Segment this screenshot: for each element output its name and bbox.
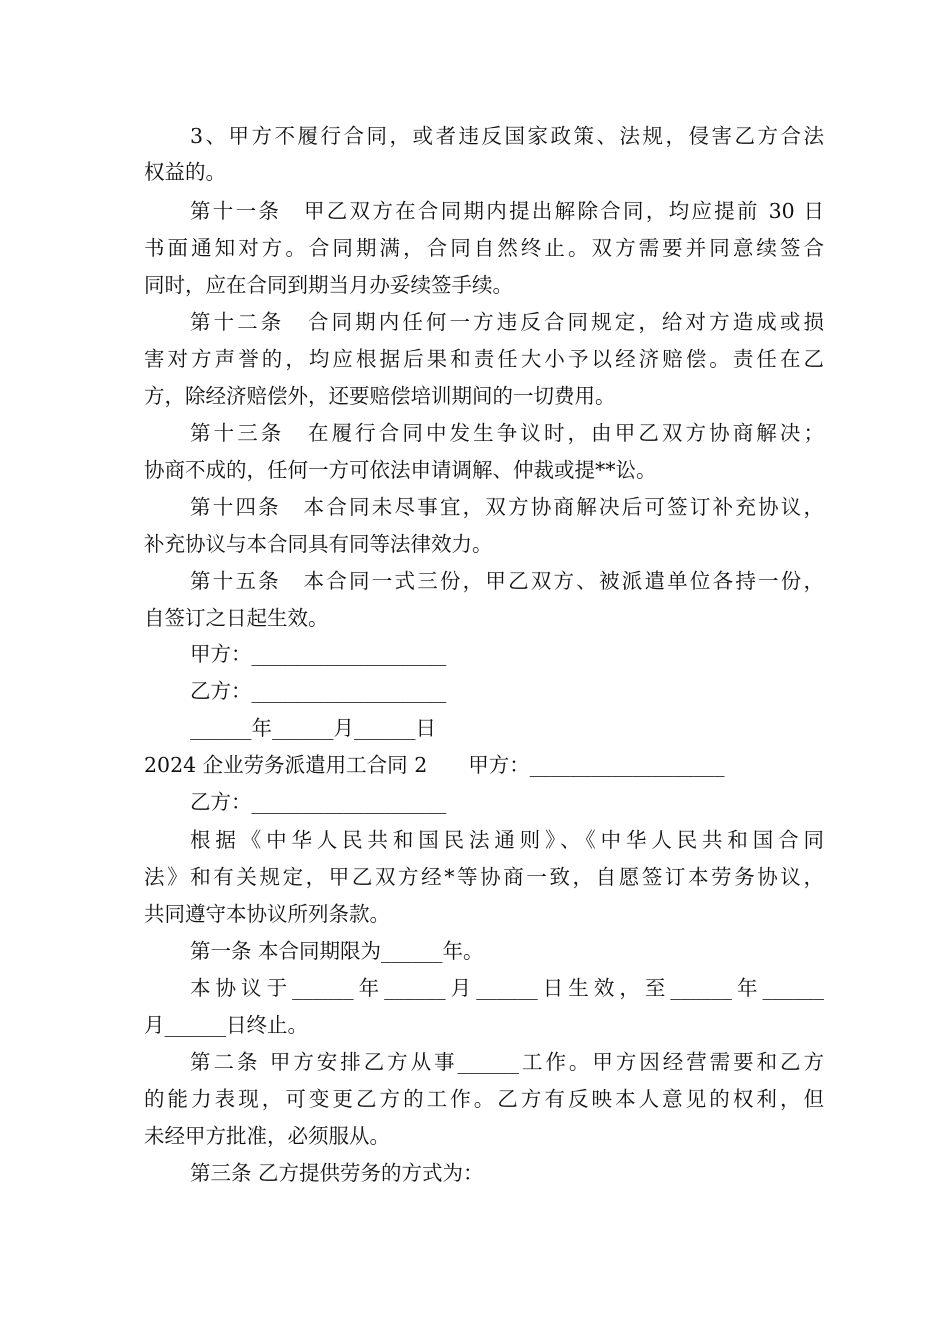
paragraph-line: 自签订之日起生效。 — [144, 606, 329, 630]
article-14-heading: 第十四条 本合同未尽事宜，双方协商解决后可签订补充协议， — [190, 495, 824, 519]
paragraph-line: 书面通知对方。合同期满，合同自然终止。双方需要并同意续签合 — [144, 236, 824, 260]
preamble-line: 根据《中华人民共和国民法通则》、《中华人民共和国合同 — [190, 828, 824, 852]
article-3-heading: 第三条 乙方提供劳务的方式为： — [190, 1161, 484, 1185]
article-12-heading: 第十二条 合同期内任何一方违反合同规定，给对方造成或损 — [190, 310, 824, 334]
preamble-line: 共同遵守本协议所列条款。 — [144, 902, 390, 926]
paragraph-line: 未经甲方批准，必须服从。 — [144, 1124, 390, 1148]
party-b-signature-line: 乙方：___________________ — [190, 679, 447, 703]
paragraph-line: 的能力表现，可变更乙方的工作。乙方有反映本人意见的权利，但 — [144, 1087, 824, 1111]
article-13-heading: 第十三条 在履行合同中发生争议时，由甲乙双方协商解决； — [190, 421, 824, 445]
paragraph-line: 权益的。 — [144, 160, 226, 184]
party-b-signature-line: 乙方：___________________ — [190, 790, 447, 814]
paragraph-line: 补充协议与本合同具有同等法律效力。 — [144, 532, 493, 556]
paragraph-line: 害对方声誉的，均应根据后果和责任大小予以经济赔偿。责任在乙 — [144, 347, 824, 371]
article-11-heading: 第十一条 甲乙双方在合同期内提出解除合同，均应提前 30 日 — [190, 199, 824, 223]
contract-2-title: 2024 企业劳务派遣用工合同 2 甲方：___________________ — [144, 753, 725, 777]
paragraph-line: 同时，应在合同到期当月办妥续签手续。 — [144, 273, 513, 297]
article-2-heading: 第二条 甲方安排乙方从事______工作。甲方因经营需要和乙方 — [190, 1050, 824, 1074]
paragraph-line: 协商不成的，任何一方可依法申请调解、仲裁或提**讼。 — [144, 458, 657, 482]
article-15-heading: 第十五条 本合同一式三份，甲乙双方、被派遣单位各持一份， — [190, 569, 824, 593]
preamble-line: 法》和有关规定，甲乙双方经*等协商一致，自愿签订本劳务协议， — [144, 865, 824, 889]
paragraph-line: 方，除经济赔偿外，还要赔偿培训期间的一切费用。 — [144, 384, 616, 408]
term-line: 本协议于______年______月______日生效，至______年______ — [190, 976, 824, 1000]
term-line: 月______日终止。 — [144, 1013, 308, 1037]
paragraph-line: 3、甲方不履行合同，或者违反国家政策、法规，侵害乙方合法 — [190, 124, 824, 148]
party-a-signature-line: 甲方：___________________ — [190, 642, 447, 666]
article-1-line: 第一条 本合同期限为______年。 — [190, 939, 484, 963]
date-line: ______年______月______日 — [190, 716, 436, 740]
